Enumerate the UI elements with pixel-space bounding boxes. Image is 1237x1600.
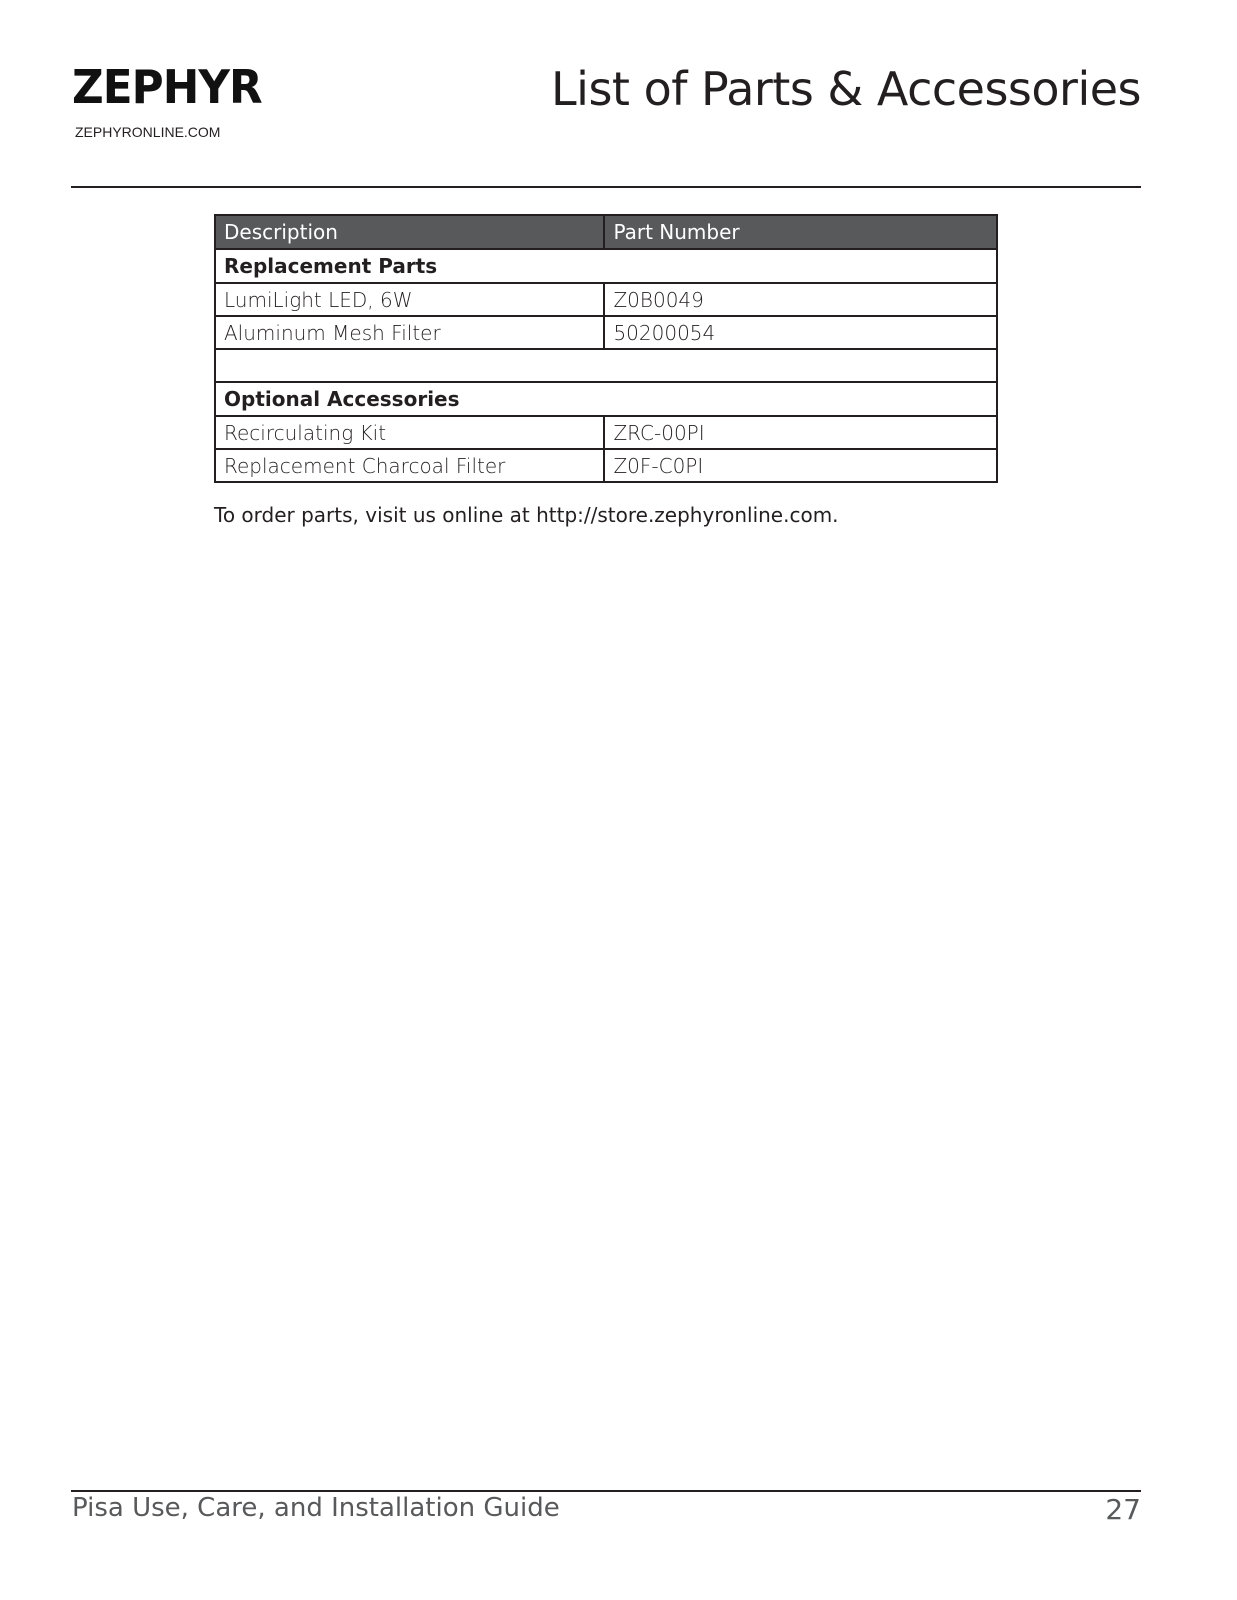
table-row: [215, 416, 997, 449]
part-description: Aluminum Mesh Filter: [215, 316, 604, 349]
page-title: List of Parts & Accessories: [551, 62, 1141, 116]
zephyr-logo: ZEPHYR: [72, 60, 262, 114]
footer-divider: [71, 1490, 1141, 1492]
table-row: [215, 449, 997, 482]
parts-table: [214, 214, 998, 483]
logo-website-url: ZEPHYRONLINE.COM: [75, 124, 221, 140]
part-description: LumiLight LED, 6W: [215, 283, 604, 316]
column-header-part-number: Part Number: [604, 215, 997, 249]
table-header-row: [215, 215, 997, 249]
part-description: Replacement Charcoal Filter: [215, 449, 604, 482]
table-row: [215, 316, 997, 349]
table-row: [215, 283, 997, 316]
part-number: 50200054: [604, 316, 997, 349]
section-title: Replacement Parts: [215, 249, 997, 283]
part-number: ZRC-00PI: [604, 416, 997, 449]
section-row-replacement-parts: [215, 249, 997, 283]
part-number: Z0B0049: [604, 283, 997, 316]
order-parts-note: To order parts, visit us online at http://store.zephyronline.com.: [214, 503, 839, 527]
section-row-optional-accessories: [215, 382, 997, 416]
footer-guide-title: Pisa Use, Care, and Installation Guide: [72, 1493, 560, 1523]
header-divider: [71, 186, 1141, 188]
part-description: Recirculating Kit: [215, 416, 604, 449]
empty-cell: [215, 349, 997, 382]
section-title: Optional Accessories: [215, 382, 997, 416]
column-header-description: Description: [215, 215, 604, 249]
spacer-row: [215, 349, 997, 382]
page-number: 27: [1105, 1493, 1141, 1526]
part-number: Z0F-C0PI: [604, 449, 997, 482]
